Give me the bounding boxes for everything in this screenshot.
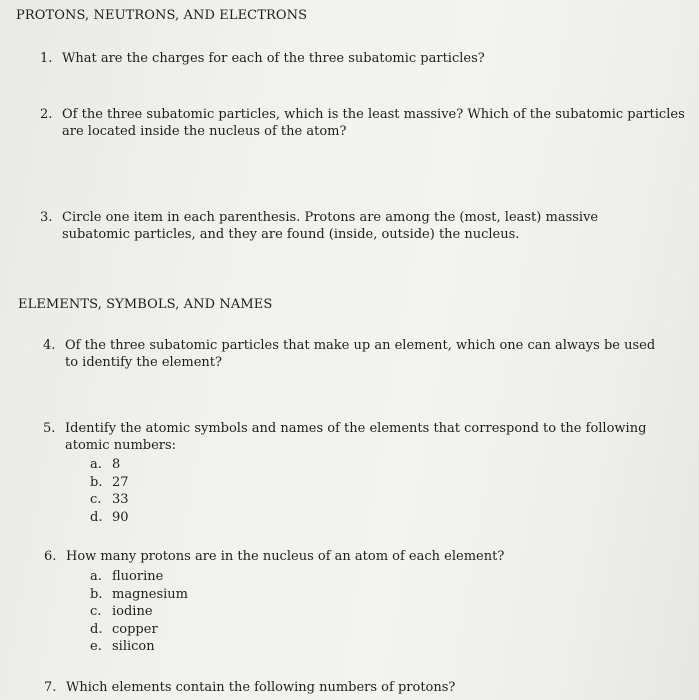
question-5	[43, 420, 683, 454]
list-item-letter: e.	[90, 639, 102, 654]
list-item-letter: c.	[90, 492, 102, 507]
section-heading-elements-symbols-names: ELEMENTS, SYMBOLS, AND NAMES	[18, 297, 273, 312]
question-3-number: 3.	[40, 210, 53, 225]
list-item-letter: d.	[90, 621, 103, 637]
question-3-text: Circle one item in each parenthesis. Protons are among the (most, least) massive subatomic particles, and they are found (inside, outside) the nucleus.	[62, 210, 599, 242]
question-2-text: Of the three subatomic particles, which is the least massive? Which of the subatomic particles are located inside the nucleus of the atom?	[62, 107, 685, 139]
question-5-text: Identify the atomic symbols and names of the elements that correspond to the following atomic numbers:	[65, 421, 647, 453]
section-heading-protons-neutrons-electrons: PROTONS, NEUTRONS, AND ELECTRONS	[16, 8, 308, 23]
question-7-number: 7.	[44, 680, 57, 695]
question-7	[44, 679, 664, 696]
list-item-value: magnesium	[112, 586, 188, 602]
question-6-number: 6.	[44, 549, 57, 564]
list-item-value: silicon	[112, 639, 155, 654]
list-item-value: fluorine	[112, 569, 164, 584]
list-item-value: 8	[112, 457, 121, 472]
question-1	[40, 50, 680, 67]
question-6-text: How many protons are in the nucleus of an atom of each element?	[66, 549, 505, 564]
list-item-letter: b.	[90, 586, 103, 602]
list-item-value: 27	[112, 474, 129, 490]
list-item-value: 90	[112, 509, 129, 525]
question-2	[40, 106, 692, 140]
question-4-number: 4.	[43, 338, 56, 353]
question-5-number: 5.	[43, 421, 56, 436]
question-2-number: 2.	[40, 107, 53, 122]
list-item-value: copper	[112, 621, 158, 637]
list-item-letter: a.	[90, 569, 102, 584]
list-item-letter: c.	[90, 604, 102, 619]
question-4-text: Of the three subatomic particles that make up an element, which one can always be used to identify the element?	[65, 338, 656, 370]
question-1-text: What are the charges for each of the three subatomic particles?	[62, 51, 485, 66]
list-item-letter: b.	[90, 474, 103, 490]
list-item-letter: d.	[90, 509, 103, 525]
question-6	[44, 548, 664, 565]
question-7-text: Which elements contain the following numbers of protons?	[66, 680, 456, 695]
list-item-letter: a.	[90, 457, 102, 472]
question-3	[40, 209, 660, 243]
question-1-number: 1.	[40, 51, 53, 66]
question-4	[43, 337, 663, 371]
list-item-value: iodine	[112, 604, 153, 619]
list-item-value: 33	[112, 492, 129, 507]
